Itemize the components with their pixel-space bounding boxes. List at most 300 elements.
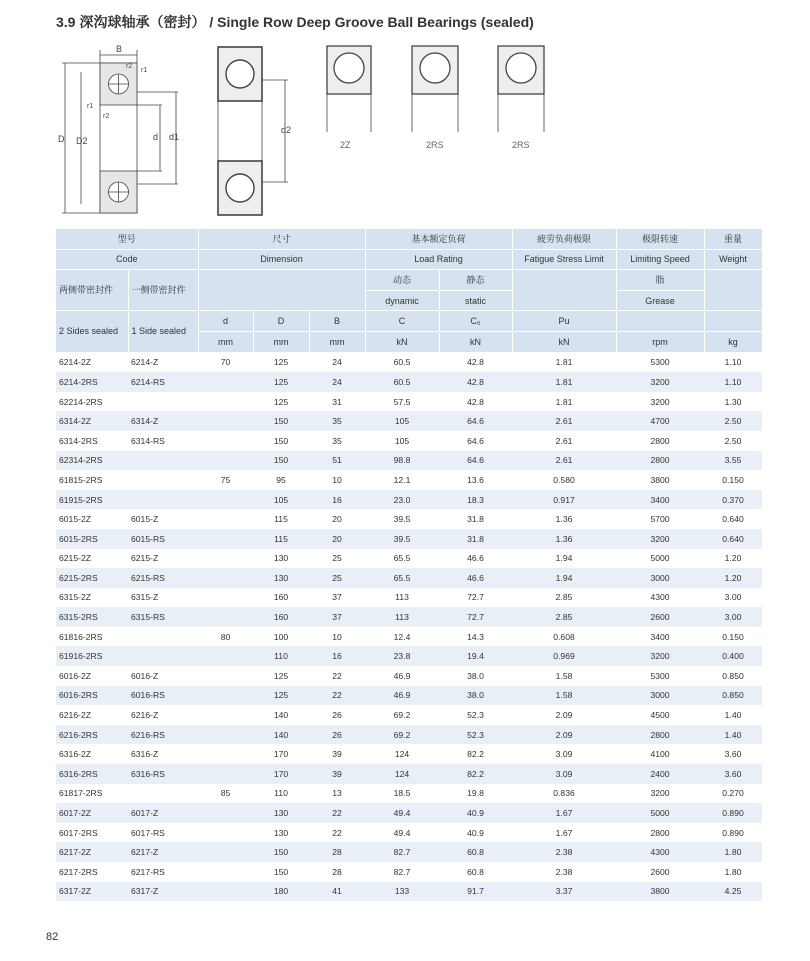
bearing-diagrams — [0, 0, 810, 225]
cell-code-1side — [128, 470, 198, 490]
table-row — [56, 509, 762, 529]
unit-d: mm — [198, 331, 253, 352]
cell-width-B: 24 — [332, 357, 342, 368]
cell-static-C0: 72.7 — [439, 607, 512, 627]
header-fatigue-en: Fatigue Stress Limit — [512, 249, 616, 270]
cell-outer-D: 130 — [253, 568, 309, 588]
table-header — [56, 229, 762, 352]
cell-d — [198, 588, 253, 608]
table-row — [56, 882, 762, 902]
cell-outer-D: 125 — [253, 686, 309, 706]
cell-weight: 0.640 — [704, 529, 762, 549]
cell-weight: 1.80 — [704, 842, 762, 862]
cell-fatigue-Pu: 0.917 — [512, 490, 616, 510]
table-row — [56, 549, 762, 569]
header-grease-en: Grease — [616, 290, 704, 311]
variant-2rs-drawing-b — [498, 46, 544, 150]
cell-code-1side — [128, 784, 198, 804]
cell-fatigue-Pu: 1.81 — [512, 372, 616, 392]
cell-code-2sides: 6215-2RS — [56, 568, 128, 588]
dim-r2-inner-label: r2 — [103, 113, 110, 120]
table-row — [56, 666, 762, 686]
cell-d — [198, 568, 253, 588]
table-row — [56, 352, 762, 372]
cell-d — [198, 725, 253, 745]
cell-width-B: 26 — [332, 710, 342, 721]
cell-width-B: 26 — [309, 725, 365, 745]
table-row — [56, 431, 762, 451]
cell-width-B: 24 — [309, 372, 365, 392]
table-row — [56, 392, 762, 412]
cell-code-2sides: 6315-2RS — [56, 607, 128, 627]
cell-code-2sides: 62314-2RS — [56, 451, 128, 471]
header-grease-cn: 脂 — [616, 270, 704, 291]
table-row — [56, 588, 762, 608]
cell-limiting-speed: 4300 — [650, 592, 670, 603]
cell-code-2sides: 6315-2Z — [59, 592, 92, 603]
cell-weight: 0.400 — [704, 646, 762, 666]
unit-C0: kN — [439, 331, 512, 352]
cell-static-C0: 42.8 — [439, 372, 512, 392]
cell-static-C0: 38.0 — [439, 686, 512, 706]
cell-outer-D: 110 — [274, 788, 288, 799]
cell-code-2sides: 6314-2RS — [59, 435, 98, 446]
cell-width-B: 28 — [309, 842, 365, 862]
header-C: C — [365, 311, 439, 332]
cell-limiting-speed: 2800 — [650, 827, 670, 838]
cell-outer-D: 100 — [273, 631, 289, 642]
cell-code-2sides: 6217-2Z — [56, 842, 128, 862]
cell-dynamic-C: 18.5 — [393, 788, 411, 799]
cell-code-1side: 6217-Z — [128, 842, 198, 862]
header-model-en: Code — [56, 249, 198, 270]
cell-limiting-speed: 3200 — [616, 646, 704, 666]
cell-fatigue-Pu: 3.09 — [555, 749, 573, 760]
cell-d — [198, 607, 253, 627]
dim-r1-inner-label: r1 — [87, 103, 94, 110]
cell-static-C0: 52.3 — [439, 725, 512, 745]
cell-dynamic-C: 105 — [365, 411, 439, 431]
cell-dynamic-C: 113 — [395, 592, 409, 603]
header-both-cn: 两侧带密封件 — [56, 270, 128, 311]
cell-outer-D: 115 — [274, 514, 288, 525]
cell-static-C0: 52.3 — [467, 710, 484, 721]
cell-fatigue-Pu: 3.37 — [512, 882, 616, 902]
cell-static-C0: 60.8 — [467, 866, 484, 877]
cell-width-B: 39 — [309, 764, 365, 784]
cell-dynamic-C: 133 — [365, 882, 439, 902]
cell-outer-D: 130 — [273, 553, 289, 564]
unit-kg: kg — [704, 331, 762, 352]
cell-weight: 0.850 — [722, 670, 744, 681]
cell-dynamic-C: 113 — [365, 607, 439, 627]
cell-code-2sides: 6316-2RS — [56, 764, 128, 784]
cell-code-2sides: 61915-2RS — [56, 490, 128, 510]
cell-weight: 0.640 — [722, 514, 744, 525]
cell-limiting-speed: 2800 — [650, 435, 670, 446]
cell-code-1side: 6314-Z — [128, 411, 198, 431]
header-fatigue-blank — [512, 270, 616, 311]
cell-code-2sides: 6015-2Z — [59, 514, 92, 525]
table-row — [56, 686, 762, 706]
cell-width-B: 35 — [309, 411, 365, 431]
header-dyn-en: dynamic — [365, 290, 439, 311]
cell-limiting-speed: 4700 — [616, 411, 704, 431]
cell-static-C0: 14.3 — [467, 631, 484, 642]
cell-fatigue-Pu: 2.61 — [555, 435, 573, 446]
table-body — [56, 352, 762, 901]
cell-width-B: 20 — [309, 529, 365, 549]
cell-static-C0: 46.6 — [439, 568, 512, 588]
cell-d — [198, 823, 253, 843]
table-row — [56, 627, 762, 647]
header-d: d — [198, 311, 253, 332]
cell-limiting-speed: 4100 — [650, 749, 670, 760]
cell-weight: 1.20 — [724, 553, 742, 564]
cell-weight: 0.890 — [704, 803, 762, 823]
header-load-en: Load Rating — [365, 249, 512, 270]
table-row — [56, 411, 762, 431]
cell-d — [198, 705, 253, 725]
header-kg-blank — [704, 311, 762, 332]
cell-dynamic-C: 124 — [394, 749, 410, 760]
cell-code-1side: 6016-RS — [128, 686, 198, 706]
cell-code-2sides: 6217-2RS — [59, 866, 98, 877]
cell-fatigue-Pu: 1.94 — [512, 568, 616, 588]
cell-d — [198, 372, 253, 392]
table-row — [56, 764, 762, 784]
table-row — [56, 803, 762, 823]
cell-fatigue-Pu: 2.09 — [555, 710, 573, 721]
cell-d — [198, 744, 253, 764]
header-Pu: Pu — [512, 311, 616, 332]
table-row — [56, 842, 762, 862]
cell-code-2sides: 6015-2RS — [56, 529, 128, 549]
cell-dynamic-C: 124 — [365, 764, 439, 784]
cell-static-C0: 19.4 — [439, 646, 512, 666]
cell-weight: 2.50 — [704, 411, 762, 431]
cell-code-1side — [128, 451, 198, 471]
header-speed-en: Limiting Speed — [616, 249, 704, 270]
cell-fatigue-Pu: 0.580 — [553, 474, 575, 485]
cell-static-C0: 18.3 — [439, 490, 512, 510]
header-dim-en: Dimension — [198, 249, 365, 270]
dim-D2-label: D2 — [76, 136, 88, 146]
variant-2rs-drawing-a — [412, 46, 458, 150]
cell-outer-D: 170 — [273, 749, 289, 760]
header-weight-en: Weight — [704, 249, 762, 270]
cell-weight: 1.40 — [724, 710, 742, 721]
cell-d — [198, 666, 253, 686]
cell-d — [198, 431, 253, 451]
cell-code-2sides: 6214-2RS — [56, 372, 128, 392]
cell-code-1side — [128, 646, 198, 666]
cell-dynamic-C: 49.4 — [365, 803, 439, 823]
cell-width-B: 20 — [332, 514, 342, 525]
cell-limiting-speed: 3000 — [616, 568, 704, 588]
table-row — [56, 862, 762, 882]
cell-width-B: 10 — [332, 631, 342, 642]
header-dyn-cn: 动态 — [365, 270, 439, 291]
dim-B-label: B — [116, 44, 123, 54]
variant-2rs-label-b: 2RS — [512, 140, 530, 150]
cell-code-2sides: 6216-2Z — [59, 710, 92, 721]
unit-C: kN — [365, 331, 439, 352]
cell-limiting-speed: 3000 — [616, 686, 704, 706]
cell-code-2sides: 62214-2RS — [59, 396, 103, 407]
variant-2z-label: 2Z — [340, 140, 351, 150]
cell-limiting-speed: 2800 — [616, 725, 704, 745]
cell-dynamic-C: 39.5 — [365, 529, 439, 549]
cell-width-B: 22 — [332, 670, 342, 681]
cell-static-C0: 42.8 — [467, 396, 484, 407]
cell-width-B: 39 — [332, 749, 342, 760]
cell-weight: 1.80 — [724, 866, 742, 877]
dim-d2-label: d2 — [281, 125, 292, 135]
cell-weight: 3.00 — [704, 607, 762, 627]
cell-fatigue-Pu: 3.09 — [512, 764, 616, 784]
cell-code-1side: 6214-Z — [131, 357, 159, 368]
table-row — [56, 744, 762, 764]
cell-weight: 3.55 — [704, 451, 762, 471]
header-dim-cn: 尺寸 — [198, 229, 365, 249]
table-row — [56, 607, 762, 627]
cell-weight: 3.60 — [704, 764, 762, 784]
cell-weight: 2.50 — [724, 435, 742, 446]
cell-limiting-speed: 3400 — [650, 631, 670, 642]
cell-width-B: 16 — [309, 646, 365, 666]
dim-d-label: d — [153, 132, 159, 142]
cell-width-B: 25 — [332, 553, 342, 564]
header-weight-cn: 重量 — [704, 229, 762, 249]
cell-fatigue-Pu: 1.81 — [555, 357, 573, 368]
cell-weight: 1.40 — [704, 725, 762, 745]
cell-dynamic-C: 49.4 — [393, 827, 411, 838]
cell-weight: 4.25 — [704, 882, 762, 902]
cell-code-1side: 6015-RS — [128, 529, 198, 549]
cell-dynamic-C: 82.7 — [393, 866, 411, 877]
header-stat-en: static — [439, 290, 512, 311]
cell-d — [198, 411, 253, 431]
cell-code-1side: 6016-Z — [131, 670, 159, 681]
cell-code-1side: 6216-Z — [131, 710, 159, 721]
cell-fatigue-Pu: 2.85 — [512, 607, 616, 627]
cell-d — [198, 529, 253, 549]
cell-code-1side: 6017-Z — [128, 803, 198, 823]
cell-code-2sides: 6317-2Z — [56, 882, 128, 902]
cell-fatigue-Pu: 2.38 — [555, 866, 573, 877]
cell-code-1side: 6317-Z — [128, 882, 198, 902]
d2-drawing — [218, 47, 291, 215]
table-row — [56, 823, 762, 843]
dim-D-label: D — [58, 134, 65, 144]
dim-d1-label: d1 — [169, 132, 180, 142]
table-row — [56, 784, 762, 804]
cell-outer-D: 105 — [253, 490, 309, 510]
cell-outer-D: 140 — [273, 710, 289, 721]
cell-weight: 0.850 — [704, 686, 762, 706]
cell-outer-D: 160 — [253, 607, 309, 627]
cell-outer-D: 125 — [273, 670, 289, 681]
table-row — [56, 725, 762, 745]
cell-dynamic-C: 65.5 — [365, 568, 439, 588]
cell-fatigue-Pu: 2.61 — [512, 451, 616, 471]
cell-outer-D: 180 — [253, 882, 309, 902]
header-load-cn: 基本额定负荷 — [365, 229, 512, 249]
cell-outer-D: 125 — [253, 372, 309, 392]
cell-fatigue-Pu: 1.58 — [512, 686, 616, 706]
cell-outer-D: 170 — [253, 764, 309, 784]
cell-code-1side: 6316-Z — [131, 749, 159, 760]
cell-d — [198, 509, 253, 529]
cell-fatigue-Pu: 1.94 — [555, 553, 573, 564]
cell-d: 70 — [220, 357, 231, 368]
cell-dynamic-C: 46.9 — [365, 686, 439, 706]
cell-outer-D: 130 — [273, 827, 289, 838]
cell-code-1side: 6214-RS — [128, 372, 198, 392]
cell-d — [198, 646, 253, 666]
cell-static-C0: 31.8 — [439, 529, 512, 549]
cell-code-1side: 6215-Z — [131, 553, 159, 564]
cell-width-B: 25 — [309, 568, 365, 588]
table-row — [56, 470, 762, 490]
variant-2z-drawing — [327, 46, 371, 150]
cell-width-B: 22 — [309, 686, 365, 706]
cell-code-1side: 6314-RS — [131, 435, 165, 446]
cell-code-1side: 6216-RS — [128, 725, 198, 745]
cell-limiting-speed: 2600 — [616, 607, 704, 627]
cell-code-1side: 6315-RS — [128, 607, 198, 627]
cell-static-C0: 64.6 — [439, 451, 512, 471]
header-B: B — [309, 311, 365, 332]
cell-dynamic-C: 60.5 — [365, 372, 439, 392]
cell-code-1side: 6316-RS — [128, 764, 198, 784]
unit-B: mm — [309, 331, 365, 352]
cell-d: 75 — [220, 474, 231, 485]
cell-fatigue-Pu: 0.608 — [553, 631, 575, 642]
cell-width-B: 41 — [309, 882, 365, 902]
cell-dynamic-C: 82.7 — [365, 842, 439, 862]
header-C0: C₀ — [439, 311, 512, 332]
cell-fatigue-Pu: 1.67 — [555, 827, 573, 838]
cell-code-2sides: 61816-2RS — [59, 631, 103, 642]
cell-dynamic-C: 12.4 — [393, 631, 411, 642]
cell-outer-D: 160 — [273, 592, 289, 603]
cell-code-2sides: 6316-2Z — [59, 749, 92, 760]
cell-limiting-speed: 2400 — [616, 764, 704, 784]
cell-code-2sides: 61817-2RS — [59, 788, 103, 799]
table-row — [56, 529, 762, 549]
cell-limiting-speed: 5000 — [650, 553, 670, 564]
cell-static-C0: 82.2 — [467, 749, 484, 760]
cell-weight: 0.890 — [722, 827, 744, 838]
header-weight-blank — [704, 270, 762, 311]
cell-limiting-speed: 3800 — [650, 474, 670, 485]
cell-fatigue-Pu: 0.836 — [553, 788, 575, 799]
cell-outer-D: 95 — [276, 474, 286, 485]
cell-limiting-speed: 2600 — [650, 866, 670, 877]
cell-outer-D: 150 — [273, 866, 289, 877]
cell-static-C0: 31.8 — [467, 514, 484, 525]
cell-static-C0: 46.6 — [467, 553, 484, 564]
cell-limiting-speed: 3200 — [650, 396, 670, 407]
cell-limiting-speed: 3200 — [616, 372, 704, 392]
cell-static-C0: 64.6 — [439, 411, 512, 431]
cell-width-B: 51 — [309, 451, 365, 471]
cell-static-C0: 13.6 — [467, 474, 484, 485]
cell-outer-D: 110 — [253, 646, 309, 666]
cell-d — [198, 686, 253, 706]
cell-d — [198, 803, 253, 823]
cell-static-C0: 40.9 — [467, 827, 484, 838]
cell-d — [198, 882, 253, 902]
cell-static-C0: 38.0 — [467, 670, 484, 681]
dim-r2-label: r2 — [126, 63, 133, 70]
header-fatigue-cn: 疲劳负荷极限 — [512, 229, 616, 249]
cell-outer-D: 150 — [253, 411, 309, 431]
cell-code-1side: 6315-Z — [131, 592, 159, 603]
cell-fatigue-Pu: 2.61 — [512, 411, 616, 431]
cell-dynamic-C: 65.5 — [393, 553, 411, 564]
cell-dynamic-C: 23.0 — [365, 490, 439, 510]
cell-fatigue-Pu: 1.36 — [512, 529, 616, 549]
cell-code-1side — [128, 392, 198, 412]
cell-d — [198, 862, 253, 882]
header-dim-blank — [198, 270, 365, 311]
cell-dynamic-C: 46.9 — [393, 670, 411, 681]
cell-d — [198, 764, 253, 784]
cell-code-1side: 6217-RS — [131, 866, 165, 877]
title-en: Single Row Deep Groove Ball Bearings (sealed) — [217, 14, 534, 30]
cell-fatigue-Pu: 1.58 — [555, 670, 573, 681]
cell-static-C0: 64.6 — [467, 435, 484, 446]
cell-dynamic-C: 12.1 — [393, 474, 411, 485]
cell-d: 80 — [220, 631, 231, 642]
cell-weight: 0.370 — [704, 490, 762, 510]
header-stat-cn: 静态 — [439, 270, 512, 291]
cell-d — [198, 392, 253, 412]
cell-width-B: 37 — [332, 592, 342, 603]
dimension-drawing — [58, 44, 179, 213]
cell-code-1side: 6015-Z — [131, 514, 159, 525]
cell-limiting-speed: 3400 — [616, 490, 704, 510]
cell-outer-D: 125 — [273, 357, 289, 368]
cell-weight: 3.60 — [724, 749, 742, 760]
cell-outer-D: 130 — [253, 803, 309, 823]
unit-rpm: rpm — [616, 331, 704, 352]
cell-weight: 1.10 — [704, 372, 762, 392]
table-row — [56, 705, 762, 725]
cell-weight: 3.00 — [724, 592, 742, 603]
dim-r1-label: r1 — [141, 67, 148, 74]
cell-d — [198, 842, 253, 862]
cell-fatigue-Pu: 2.09 — [512, 725, 616, 745]
cell-limiting-speed: 2800 — [616, 451, 704, 471]
cell-fatigue-Pu: 1.67 — [512, 803, 616, 823]
cell-weight: 1.10 — [724, 357, 742, 368]
cell-limiting-speed: 5700 — [650, 514, 670, 525]
cell-code-2sides: 61815-2RS — [59, 474, 103, 485]
cell-code-2sides: 6216-2RS — [56, 725, 128, 745]
table-row — [56, 451, 762, 471]
cell-fatigue-Pu: 2.38 — [512, 842, 616, 862]
cell-fatigue-Pu: 1.81 — [555, 396, 573, 407]
cell-d — [198, 549, 253, 569]
cell-static-C0: 19.8 — [467, 788, 484, 799]
cell-code-2sides: 6214-2Z — [59, 357, 92, 368]
cell-outer-D: 150 — [253, 842, 309, 862]
cell-dynamic-C: 39.5 — [393, 514, 411, 525]
